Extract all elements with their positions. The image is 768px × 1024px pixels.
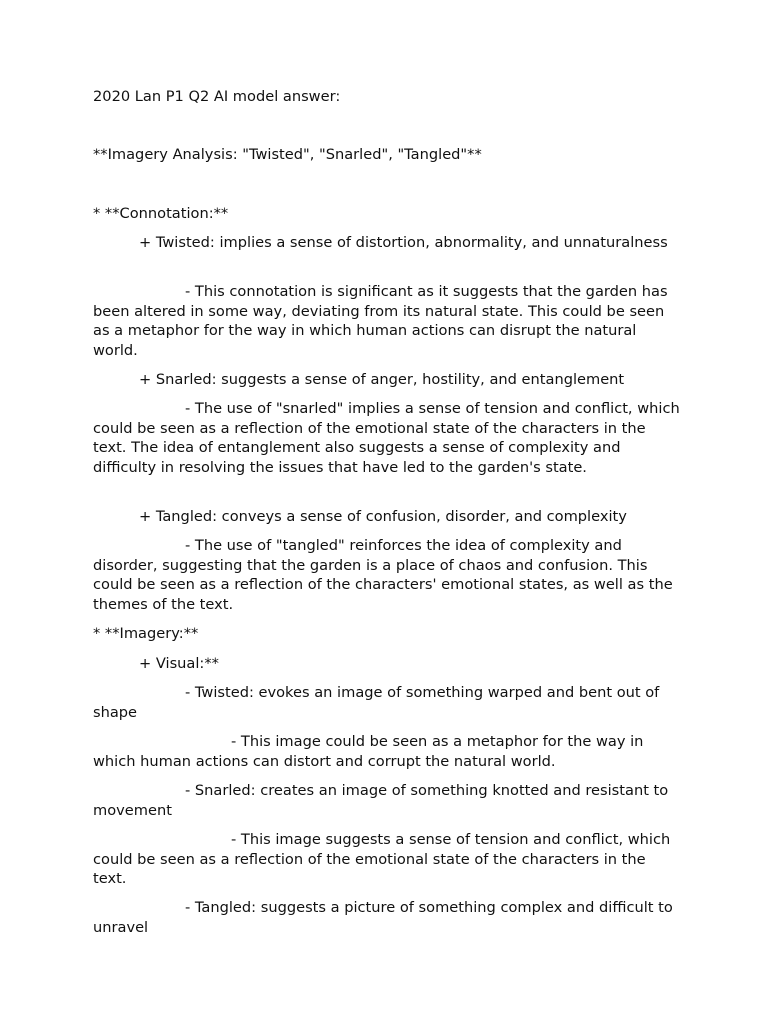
subbullet-snarled: + Snarled: suggests a sense of anger, hostility, and entanglement	[139, 371, 625, 388]
subbullet-visual: + Visual:**	[139, 655, 219, 672]
visual-twisted: - Twisted: evokes an image of something warped and bent out of shape	[93, 684, 664, 721]
bullet-imagery: * **Imagery:**	[93, 625, 199, 642]
visual-snarled: - Snarled: creates an image of something knotted and resistant to movement	[93, 782, 673, 819]
subbullet-tangled: + Tangled: conveys a sense of confusion, disorder, and complexity	[139, 508, 627, 525]
detail-tangled: - The use of "tangled" reinforces the idea of complexity and disorder, suggesting that the garden is a place of chaos and confusion. This could be seen as a reflection of the characters' emotional states, as well as the themes of the text.	[93, 537, 678, 613]
visual-twisted-detail: - This image could be seen as a metaphor for the way in which human actions can distort and corrupt the natural world.	[93, 733, 649, 770]
bullet-connotation: * **Connotation:**	[93, 205, 229, 222]
subbullet-twisted: + Twisted: implies a sense of distortion, abnormality, and unnaturalness	[139, 234, 668, 251]
document-title: 2020 Lan P1 Q2 AI model answer:	[93, 88, 341, 105]
section-heading: **Imagery Analysis: "Twisted", "Snarled", "Tangled"**	[93, 146, 482, 163]
visual-tangled: - Tangled: suggests a picture of something complex and difficult to unravel	[93, 899, 678, 936]
detail-snarled: - The use of "snarled" implies a sense of tension and conflict, which could be seen as a reflection of the emotional state of the characters in the text. The idea of entanglement also suggests a sense of complexity and difficulty in resolving the issues that have led to the garden's state.	[93, 400, 685, 476]
visual-snarled-detail: - This image suggests a sense of tension and conflict, which could be seen as a reflection of the emotional state of the characters in the text.	[93, 831, 675, 888]
detail-twisted: - This connotation is significant as it suggests that the garden has been altered in some way, deviating from its natural state. This could be seen as a metaphor for the way in which human actions can disrupt the natural world.	[93, 283, 673, 359]
